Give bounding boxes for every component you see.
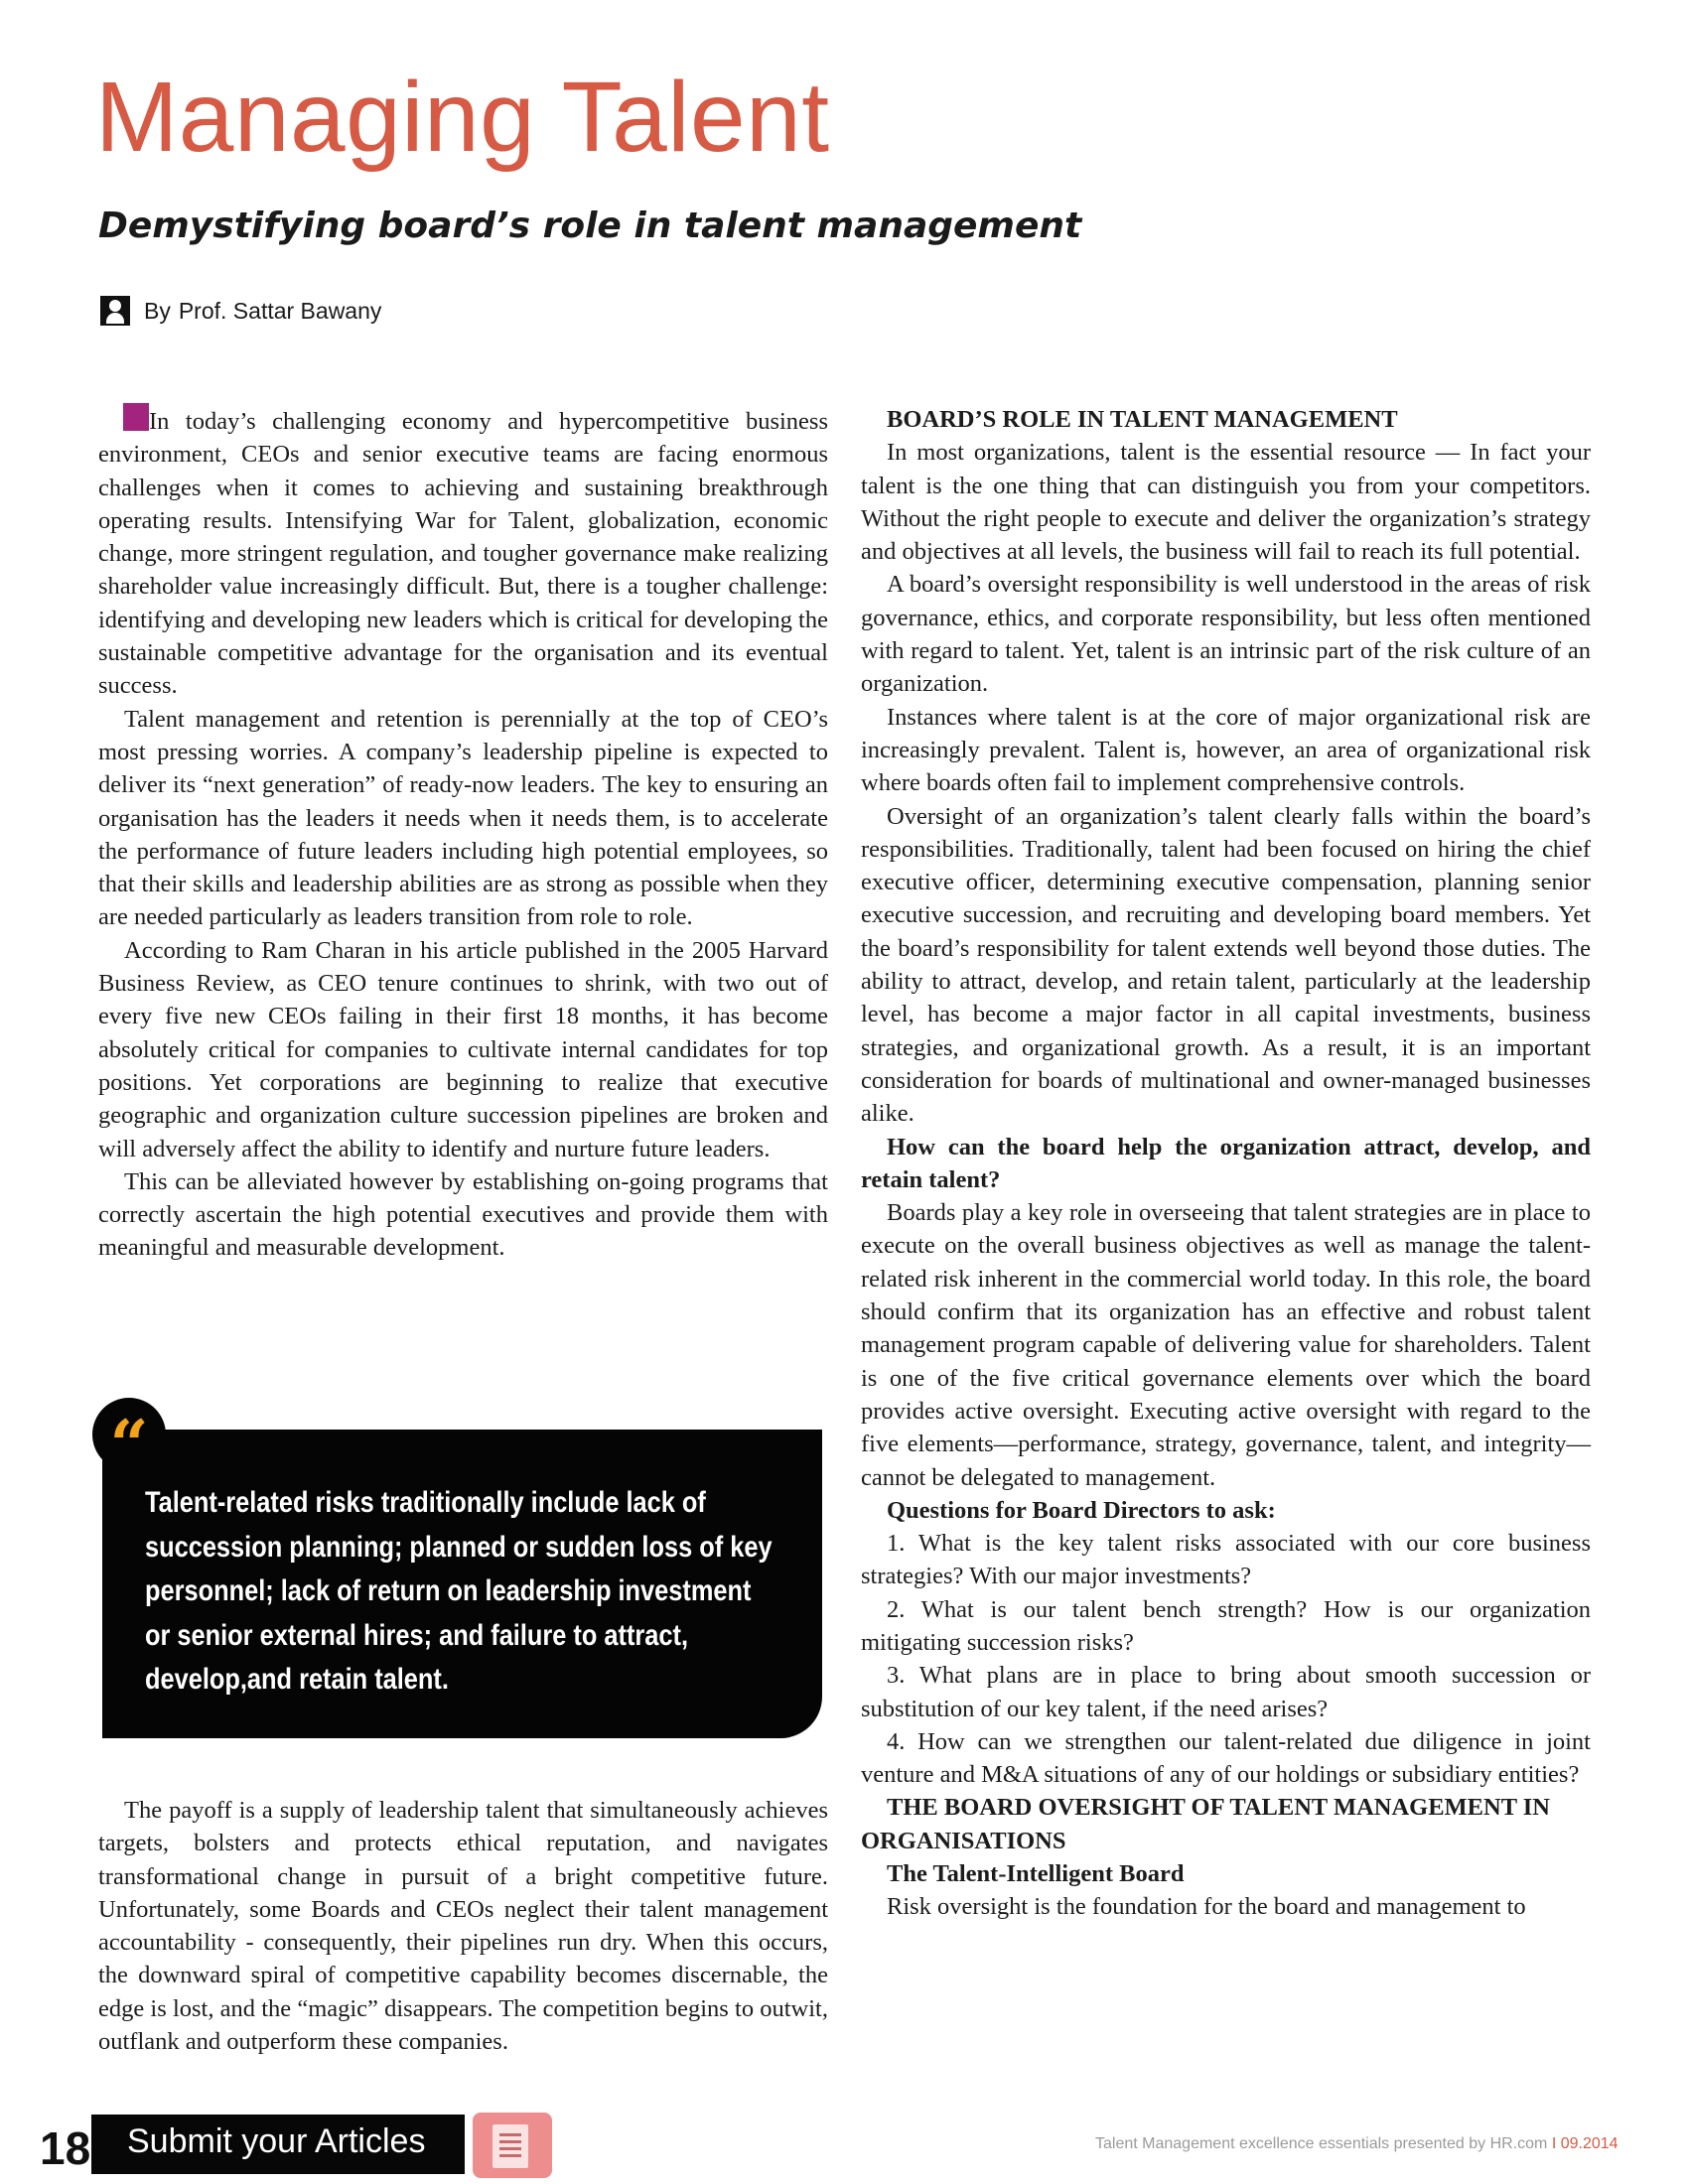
body-paragraph: Risk oversight is the foundation for the board and management to xyxy=(887,1893,1526,1921)
footer-date: I 09.2014 xyxy=(1551,2135,1618,2152)
submit-articles-link[interactable]: Submit your Articles xyxy=(127,2122,426,2160)
body-paragraph: Instances where talent is at the core of major organizational risk are increasingly prevalent. Talent is, however, an area of organizational risk where boards often fail to implement comprehensive controls. xyxy=(861,703,1591,797)
intro-paragraph xyxy=(98,403,828,703)
left-column-bottom xyxy=(98,1794,828,2058)
page-number: 18 xyxy=(40,2122,91,2174)
body-paragraph: According to Ram Charan in his article published in the 2005 Harvard Business Review, as CEO tenure continues to shrink, with two out of every five new CEOs failing in their first 18 months, it has become absolutely critical for companies to cultivate internal candidates for top positions. Yet corporations are beginning to realize that executive geographic and organization culture succession pipelines are broken and will adversely affect the ability to identify and nurture future leaders. xyxy=(98,936,828,1162)
byline-by: By xyxy=(144,297,171,324)
dropcap-letter: I xyxy=(149,408,158,435)
question-item: 4. How can we strengthen our talent-related due diligence in joint venture and M&A situations of any of our holdings or subsidiary entities? xyxy=(861,1727,1591,1789)
question-item: 1. What is the key talent risks associated with our core business strategies? With our major investments? xyxy=(861,1530,1591,1590)
body-paragraph: The payoff is a supply of leadership talent that simultaneously achieves targets, bolsters and protects ethical reputation, and navigates transformational change in pursuit of a bright competitive future. Unfortunately, some Boards and CEOs neglect their talent management accountability - consequently, their pipelines run dry. When this occurs, the downward spiral of competitive capability becomes discernable, the edge is lost, and the “magic” disappears. The competition begins to outwit, outflank and outperform these companies. xyxy=(98,1797,828,2056)
section-heading: THE BOARD OVERSIGHT OF TALENT MANAGEMENT IN ORGANISATIONS xyxy=(861,1794,1550,1854)
body-paragraph: This can be alleviated however by establishing on-going programs that correctly ascertain the high potential executives and provide them with meaningful and measurable development. xyxy=(98,1167,828,1262)
quote-mark-icon: “ xyxy=(92,1398,166,1471)
right-column xyxy=(861,403,1591,1924)
document-icon xyxy=(492,2124,528,2168)
subsection-heading: How can the board help the organization attract, develop, and retain talent? xyxy=(861,1133,1591,1193)
body-paragraph: Oversight of an organization’s talent clearly falls within the board’s responsibilities. Traditionally, talent had been focused on hiring the chief executive officer, determining executive compensation, planning senior executive succession, and recruiting and developing board members. Yet the board’s responsibility for talent extends well beyond those duties. The ability to attract, develop, and retain talent, particularly at the leadership level, has become a major factor in all capital investments, business strategies, and organizational growth. As a result, it is an important consideration for boards of multinational and owner-managed businesses alike. xyxy=(861,802,1591,1128)
body-paragraph: In most organizations, talent is the essential resource — In fact your talent is the one thing that can distinguish you from your competitors. Without the right people to execute and deliver the organization’s strategy and objectives at all levels, the business will fail to reach its full potential. xyxy=(861,439,1591,566)
submit-articles-button[interactable] xyxy=(473,2113,552,2178)
body-paragraph: Talent management and retention is perennially at the top of CEO’s most pressing worries. A company’s leadership pipeline is expected to deliver its “next generation” of ready-now leaders. The key to ensuring an organisation has the leaders it needs when it needs them, is to accelerate the performance of future leaders including high potential employees, so that their skills and leadership abilities are as strong as possible when they are needed particularly as leaders transition from role to role. xyxy=(98,705,828,931)
section-heading: BOARD’S ROLE IN TALENT MANAGEMENT xyxy=(887,406,1398,433)
body-paragraph: Boards play a key role in overseeing that talent strategies are in place to execute on the overall business objectives as well as manage the talent-related risk inherent in the commercial world today. In this role, the board should confirm that its organization has an effective and robust talent management program capable of delivering value for shareholders. Talent is one of the five critical governance elements over which the board provides active oversight. Executing active oversight with regard to the five elements—performance, strategy, governance, talent, and integrity—cannot be delegated to management. xyxy=(861,1199,1591,1491)
footer-credit xyxy=(1095,2134,1618,2154)
body-paragraph: A board’s oversight responsibility is well understood in the areas of risk governance, ethics, and corporate responsibility, but less often mentioned with regard to talent. Yet, talent is an intrinsic part of the risk culture of an organization. xyxy=(861,571,1591,698)
byline xyxy=(100,294,381,328)
dropcap-marker xyxy=(123,403,149,431)
questions-heading: Questions for Board Directors to ask: xyxy=(887,1496,1276,1524)
intro-paragraph-text: n today’s challenging economy and hypercompetitive business environment, CEOs and senior executive teams are facing enormous challenges when it comes to achieving and sustaining breakthrough operating results. Intensifying War for Talent, globalization, economic change, more stringent regulation, and tougher governance make realizing shareholder value increasingly difficult. But, there is a tougher challenge: identifying and developing new leaders which is critical for developing the sustainable competitive advantage for the organisation and its eventual success. xyxy=(98,408,828,700)
footer-credit-text: Talent Management excellence essentials presented by HR.com xyxy=(1095,2135,1548,2152)
byline-author: Prof. Sattar Bawany xyxy=(178,297,382,324)
article-title: Managing Talent xyxy=(95,62,830,173)
pullquote-text: Talent-related risks traditionally include lack of succession planning; planned or sudden loss of key personnel; lack of return on leadership investment or senior external hires; and failure to attract, develop,and retain talent. xyxy=(145,1486,773,1696)
article-subtitle: Demystifying board’s role in talent management xyxy=(98,205,1082,246)
person-icon xyxy=(100,296,130,326)
subsection-heading: The Talent-Intelligent Board xyxy=(887,1860,1185,1888)
question-item: 2. What is our talent bench strength? How is our organization mitigating succession risks? xyxy=(861,1595,1591,1656)
left-column-top xyxy=(98,403,828,1265)
question-item: 3. What plans are in place to bring about smooth succession or substitution of our key talent, if the need arises? xyxy=(861,1662,1591,1722)
